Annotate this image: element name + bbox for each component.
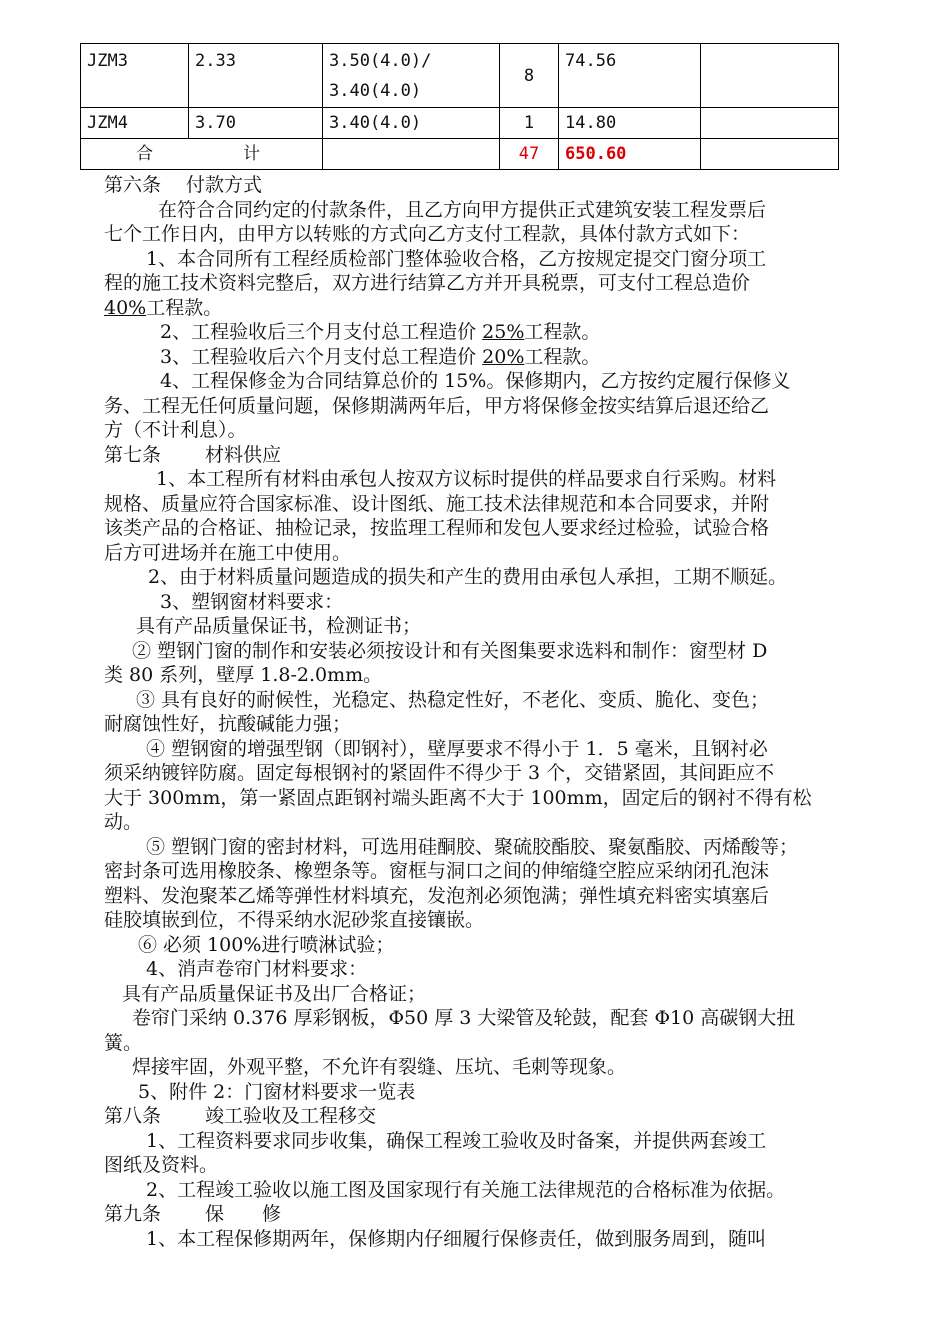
total-label: [81, 139, 323, 170]
text-line: 1、本工程保修期两年，保修期内仔细履行保修责任，做到服务周到，随叫: [146, 1227, 767, 1250]
text-line: 该类产品的合格证、抽检记录，按监理工程师和发包人要求经过检验，试验合格: [104, 517, 770, 539]
text-line: 图纸及资料。: [104, 1154, 219, 1176]
door-window-table: [80, 43, 839, 170]
text-line: 七个工作日内，由甲方以转账的方式向乙方支付工程款，具体付款方式如下：: [104, 223, 751, 245]
cell-height: 3.40(4.0): [323, 108, 500, 139]
cell-height-b: 3.40(4.0): [329, 80, 422, 101]
cell-height-a: 3.50(4.0)/: [329, 50, 432, 71]
text-line: 2、由于材料质量问题造成的损失和产生的费用由承包人承担，工期不顺延。: [148, 566, 788, 588]
text-line: 务、工程无任何质量问题，保修期满两年后，甲方将保修金按实结算后退还给乙: [104, 394, 770, 417]
total-label-a: 合: [136, 144, 153, 164]
text-line: 第七条 材料供应: [104, 443, 282, 466]
text-line: 在符合合同约定的付款条件，且乙方向甲方提供正式建筑安装工程发票后: [158, 198, 767, 221]
text-segment: 工程款。: [524, 345, 601, 368]
cell-qty: 1: [500, 108, 559, 139]
text-line: 具有产品质量保证书，检测证书；: [136, 615, 422, 637]
text-line: 方（不计利息）。: [104, 419, 247, 441]
text-line: 簧。: [104, 1031, 143, 1054]
text-segment: 工程款。: [146, 296, 223, 319]
text-line: 耐腐蚀性好，抗酸碱能力强；: [104, 713, 352, 735]
text-line: ⑤ 塑钢门窗的密封材料，可选用硅酮胶、聚硫胶酯胶、聚氨酯胶、丙烯酸等；: [146, 835, 799, 858]
cell-code: JZM4: [81, 108, 189, 139]
cell-note: [701, 44, 839, 108]
text-line: 2、工程竣工验收以施工图及国家现行有关施工法律规范的合格标准为依据。: [146, 1178, 786, 1201]
text-line: 1、本合同所有工程经质检部门整体验收合格，乙方按规定提交门窗分项工: [146, 247, 767, 270]
table-total-row: [81, 139, 839, 170]
body-text: [104, 173, 894, 1251]
text-line: 1、工程资料要求同步收集，确保工程竣工验收及时备案，并提供两套竣工: [146, 1129, 767, 1152]
text-line: [104, 345, 894, 370]
text-line: 动。: [104, 811, 143, 833]
underlined-percentage: 40%: [104, 296, 147, 319]
text-segment: 3、工程验收后六个月支付总工程造价: [160, 345, 483, 368]
text-line: 须采纳镀锌防腐。固定每根钢衬的紧固件不得少于 3 个，交错紧固，其间距应不: [104, 762, 775, 784]
text-line: 类 80 系列，壁厚 1.8-2.0mm。: [104, 664, 383, 686]
text-line: 程的施工技术资料完整后，双方进行结算乙方并开具税票，可支付工程总造价: [104, 272, 751, 294]
text-line: [104, 320, 894, 345]
text-segment: 工程款。: [524, 321, 601, 343]
total-area: 650.60: [559, 139, 701, 170]
text-line: ③ 具有良好的耐候性，光稳定、热稳定性好，不老化、变质、脆化、变色；: [136, 688, 770, 711]
text-line: 密封条可选用橡胶条、橡塑条等。窗框与洞口之间的伸缩缝空腔应采纳闭孔泡沫: [104, 860, 770, 882]
cell-width: 2.33: [189, 44, 323, 108]
text-line: 3、塑钢窗材料要求：: [160, 590, 344, 613]
text-line: ⑥ 必须 100%进行喷淋试验；: [138, 933, 395, 956]
text-segment: 2、工程验收后三个月支付总工程造价: [160, 321, 483, 343]
text-line: 焊接牢固，外观平整，不允许有裂缝、压坑、毛刺等现象。: [132, 1056, 627, 1078]
text-line: [104, 296, 894, 321]
cell-width: 3.70: [189, 108, 323, 139]
text-line: 第八条 竣工验收及工程移交: [104, 1105, 377, 1127]
total-empty: [323, 139, 500, 170]
total-label-b: 计: [243, 144, 260, 164]
text-line: 第六条 付款方式: [104, 174, 263, 196]
cell-height: [323, 44, 500, 108]
text-line: 4、消声卷帘门材料要求：: [146, 958, 368, 980]
underlined-percentage: 20%: [482, 345, 525, 368]
total-qty: 47: [500, 139, 559, 170]
cell-qty: 8: [500, 44, 559, 108]
text-line: 大于 300mm，第一紧固点距钢衬端头距离不大于 100mm，固定后的钢衬不得有松: [104, 786, 812, 809]
table-row: [81, 44, 839, 108]
underlined-percentage: 25%: [482, 321, 525, 343]
text-line: 后方可进场并在施工中使用。: [104, 541, 352, 564]
text-line: 塑料、发泡聚苯乙烯等弹性材料填充，发泡剂必须饱满；弹性填充料密实填塞后: [104, 884, 770, 907]
text-line: 第九条 保 修: [104, 1203, 282, 1225]
text-line: ④ 塑钢窗的增强型钢（即钢衬），壁厚要求不得小于 1．5 毫米，且钢衬必: [146, 737, 768, 760]
cell-area: 14.80: [559, 108, 701, 139]
text-line: 硅胶填嵌到位，不得采纳水泥砂浆直接镶嵌。: [104, 909, 485, 931]
text-line: 具有产品质量保证书及出厂合格证；: [122, 982, 427, 1005]
table-row: [81, 108, 839, 139]
text-line: 1、本工程所有材料由承包人按双方议标时提供的样品要求自行采购。材料: [156, 468, 777, 490]
cell-note: [701, 108, 839, 139]
text-line: 4、工程保修金为合同结算总价的 15%。保修期内，乙方按约定履行保修义: [160, 370, 791, 392]
text-line: 规格、质量应符合国家标准、设计图纸、施工技术法律规范和本合同要求，并附: [104, 492, 770, 515]
cell-area: 74.56: [559, 44, 701, 108]
text-line: ② 塑钢门窗的制作和安装必须按设计和有关图集要求选料和制作：窗型材 D: [132, 639, 768, 662]
total-note: [701, 139, 839, 170]
cell-code: JZM3: [81, 44, 189, 108]
text-line: 5、附件 2：门窗材料要求一览表: [138, 1080, 416, 1103]
text-line: 卷帘门采纳 0.376 厚彩钢板，Φ50 厚 3 大梁管及轮鼓，配套 Φ10 高碳钢大扭: [132, 1007, 796, 1029]
